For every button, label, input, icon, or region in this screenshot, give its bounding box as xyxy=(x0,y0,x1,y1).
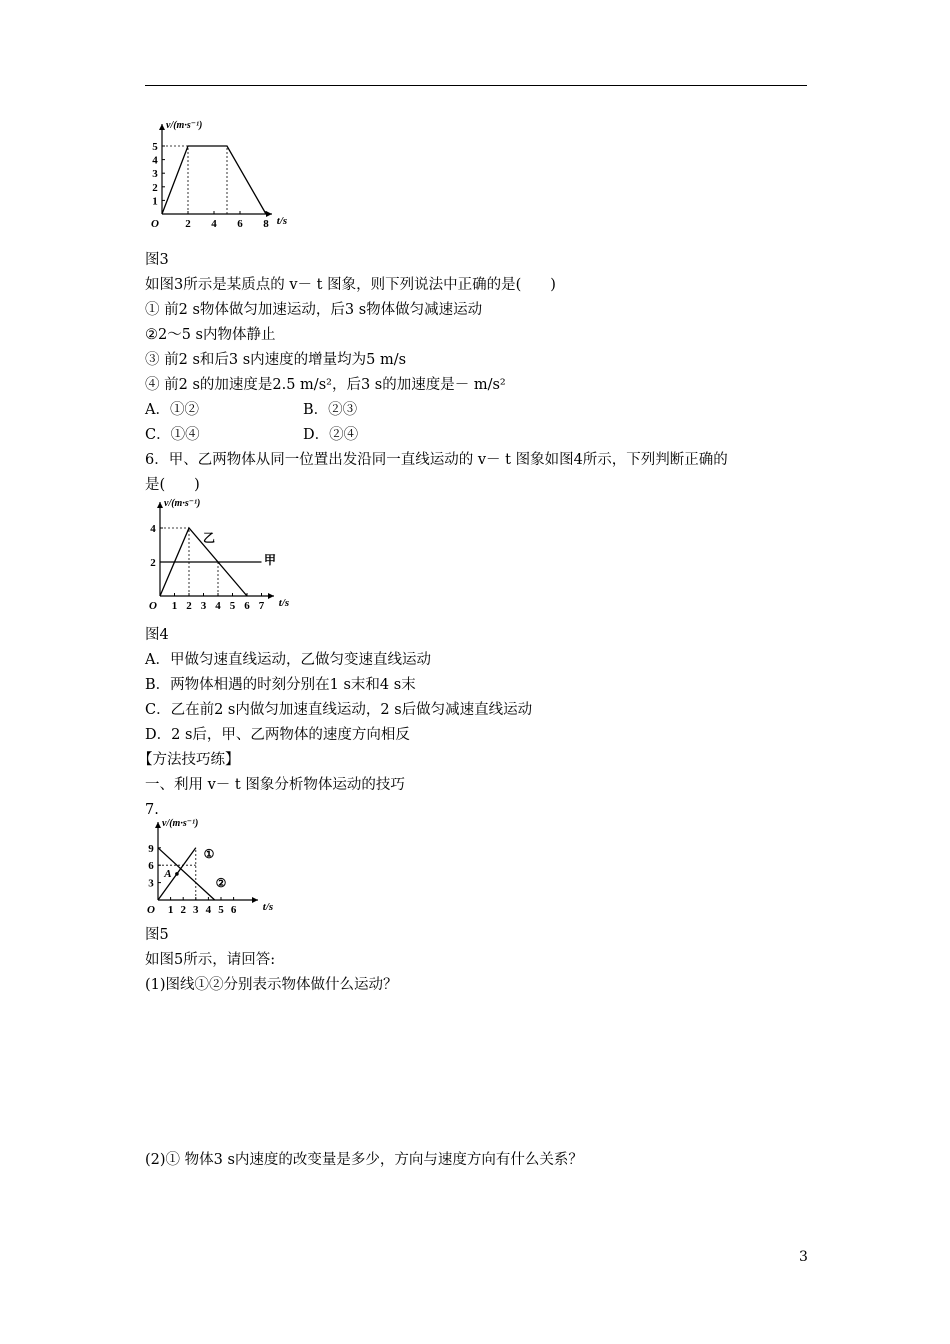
x-axis-arrowhead xyxy=(268,593,274,599)
y-axis-label: v/(m·s⁻¹) xyxy=(162,818,199,829)
x-tick-label: 4 xyxy=(211,218,217,230)
y-axis-label: v/(m·s⁻¹) xyxy=(166,120,203,131)
y-tick-label: 4 xyxy=(150,523,156,535)
origin-label: O xyxy=(149,600,157,610)
point-a-label: A xyxy=(164,867,172,880)
header-rule xyxy=(145,85,807,86)
q7-part-1: (1)图线①②分别表示物体做什么运动？ xyxy=(145,977,398,993)
x-axis-arrowhead xyxy=(266,211,272,217)
series-line-1 xyxy=(162,146,266,214)
q7-number: 7. xyxy=(145,802,159,818)
x-tick-label: 6 xyxy=(244,600,250,610)
x-tick-label: 2 xyxy=(185,218,191,230)
x-tick-label: 6 xyxy=(237,218,243,230)
x-tick-label: 4 xyxy=(205,904,212,916)
y-axis-label: v/(m·s⁻¹) xyxy=(164,498,201,509)
y-tick-label: 3 xyxy=(152,168,158,181)
q5-stem: 如图3所示是某质点的 v－ t 图象，则下列说法中正确的是( ) xyxy=(145,277,556,293)
x-tick-label: 3 xyxy=(193,904,199,916)
figure-4-vt-graph xyxy=(140,496,300,610)
q5-option-b: B．②③ xyxy=(303,402,358,418)
series-label-2: ② xyxy=(215,876,227,890)
q6-stem-line-1: 6．甲、乙两物体从同一位置出发沿同一直线运动的 v－ t 图象如图4所示，下列判断正确的 xyxy=(145,452,728,468)
q6-option-b: B．两物体相遇的时刻分别在1 s末和4 s末 xyxy=(145,677,416,693)
x-tick-label: 5 xyxy=(218,904,224,916)
x-tick-label: 8 xyxy=(263,218,269,230)
q5-statement-2: ②2～5 s内物体静止 xyxy=(145,327,276,343)
q5-statement-4: ④ 前2 s的加速度是2.5 m/s²，后3 s的加速度是－ m/s² xyxy=(145,377,506,393)
x-tick-label: 1 xyxy=(171,600,178,610)
x-tick-label: 4 xyxy=(215,600,221,610)
q5-statement-3: ③ 前2 s和后3 s内速度的增量均为5 m/s xyxy=(145,352,407,368)
x-axis-label: t/s xyxy=(276,215,288,227)
q6-option-a: A．甲做匀速直线运动，乙做匀变速直线运动 xyxy=(145,652,431,668)
y-tick-label: 3 xyxy=(148,877,154,890)
q6-stem-line-2: 是( ) xyxy=(145,477,200,493)
figure-4-caption: 图4 xyxy=(145,627,169,643)
q7-stem: 如图5所示，请回答: xyxy=(145,952,276,968)
page-number: 3 xyxy=(799,1249,808,1265)
q5-option-a: A．①② xyxy=(145,402,199,418)
y-axis-arrowhead xyxy=(157,502,163,508)
q5-option-d: D．②④ xyxy=(303,427,359,443)
figure-5-caption: 图5 xyxy=(145,927,169,943)
y-tick-label: 1 xyxy=(152,195,158,208)
x-tick-label: 7 xyxy=(258,600,265,610)
y-tick-label: 2 xyxy=(152,181,158,194)
x-tick-label: 2 xyxy=(180,904,186,916)
section-title: 【方法技巧练】 xyxy=(138,752,240,768)
y-tick-label: 5 xyxy=(152,141,158,153)
series-label-yi: 乙 xyxy=(202,531,216,545)
y-tick-label: 2 xyxy=(150,557,156,569)
origin-label: O xyxy=(147,904,155,916)
q5-statement-1: ① 前2 s物体做匀加速运动，后3 s物体做匀减速运动 xyxy=(145,302,483,318)
x-axis-label: t/s xyxy=(278,597,290,609)
y-tick-label: 4 xyxy=(152,154,158,167)
series-label-jia: 甲 xyxy=(263,553,277,567)
x-axis-label: t/s xyxy=(262,901,274,913)
x-tick-label: 5 xyxy=(229,600,236,610)
figure-5-vt-graph xyxy=(140,818,280,916)
section-subtitle: 一、利用 v－ t 图象分析物体运动的技巧 xyxy=(145,777,405,793)
x-tick-label: 2 xyxy=(186,600,192,610)
q6-option-c: C．乙在前2 s内做匀加速直线运动，2 s后做匀减速直线运动 xyxy=(145,702,533,718)
q7-part-2: (2)① 物体3 s内速度的改变量是多少，方向与速度方向有什么关系？ xyxy=(145,1152,583,1168)
x-axis-arrowhead xyxy=(252,897,258,903)
x-tick-label: 1 xyxy=(167,904,174,916)
series-label-1: ① xyxy=(203,847,215,861)
figure-3-vt-graph xyxy=(140,118,300,232)
y-axis-arrowhead xyxy=(159,124,165,130)
q6-option-d: D．2 s后，甲、乙两物体的速度方向相反 xyxy=(145,727,410,743)
y-tick-label: 9 xyxy=(148,842,154,855)
q5-option-c: C．①④ xyxy=(145,427,200,443)
x-tick-label: 6 xyxy=(230,904,237,916)
figure-3-caption: 图3 xyxy=(145,252,169,268)
intersection-point-a xyxy=(175,872,179,876)
origin-label: O xyxy=(151,218,159,230)
y-tick-label: 6 xyxy=(148,860,154,873)
y-axis-arrowhead xyxy=(155,822,161,828)
x-tick-label: 3 xyxy=(200,600,207,610)
